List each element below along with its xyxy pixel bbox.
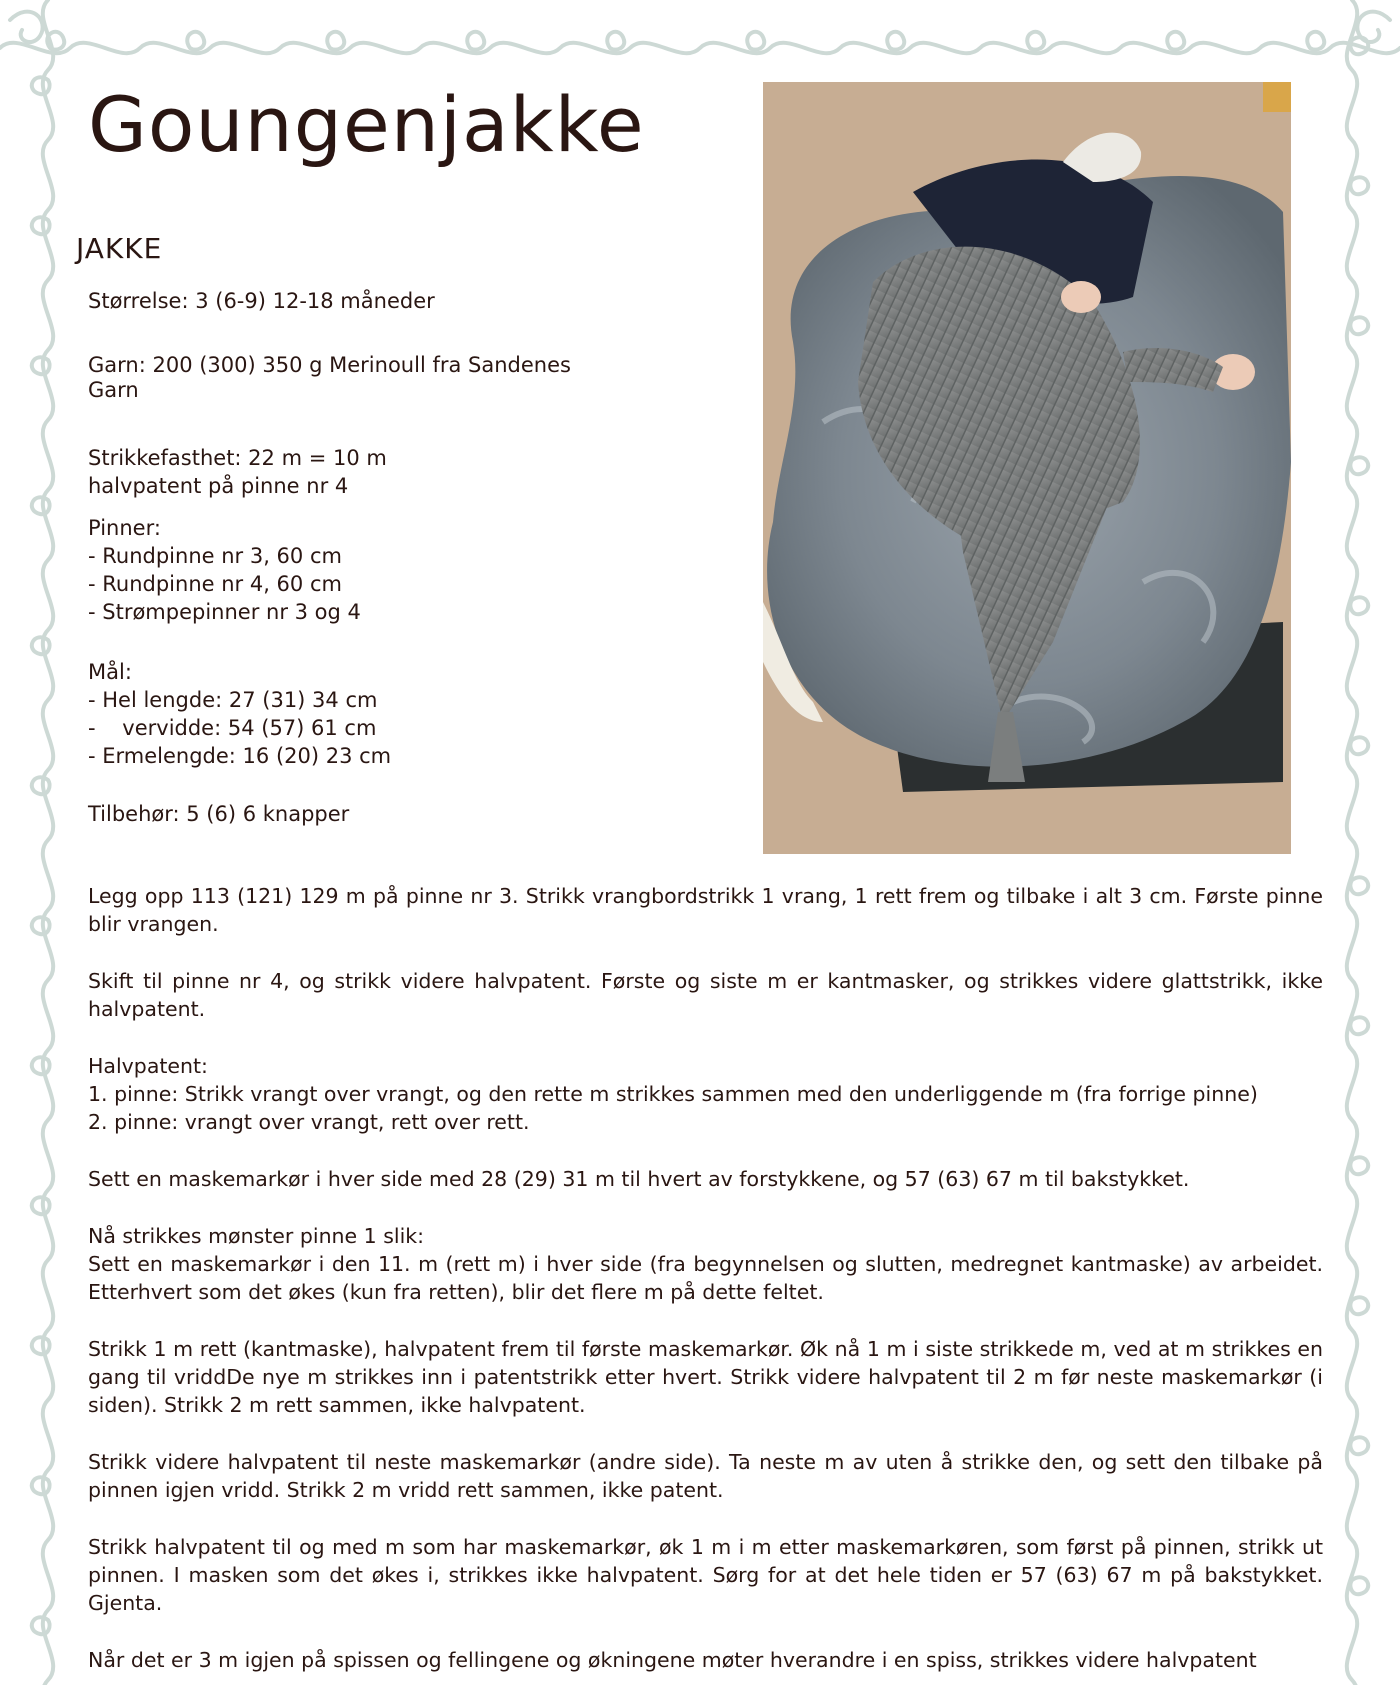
paragraph: Sett en maskemarkør i hver side med 28 (29) 31 m til hvert av forstykkene, og 57 (63) 67 m til bakstykket. (88, 1167, 1190, 1191)
spec-measurements: Mål: - Hel lengde: 27 (31) 34 cm - vervidde: 54 (57) 61 cm - Ermelengde: 16 (20) 23 cm (88, 658, 648, 770)
spec-needles: Pinner: - Rundpinne nr 3, 60 cm - Rundpinne nr 4, 60 cm - Strømpepinner nr 3 og 4 (88, 514, 648, 626)
paragraph: 2. pinne: vrangt over vrangt, rett over rett. (88, 1110, 530, 1134)
spec-size: Størrelse: 3 (6-9) 12-18 måneder (88, 289, 435, 313)
section-heading: JAKKE (76, 232, 163, 265)
paragraph: Skift til pinne nr 4, og strikk videre halvpatent. Første og siste m er kantmasker, og strikkes videre glattstrikk, ikke halvpatent. (88, 969, 1323, 1021)
instructions (88, 882, 1323, 1703)
paragraph: 1. pinne: Strikk vrangt over vrangt, og den rette m strikkes sammen med den underliggende m (fra forrige pinne) (88, 1082, 1258, 1106)
needle-item: - Rundpinne nr 3, 60 cm (88, 544, 342, 568)
paragraph: Strikk 1 m rett (kantmaske), halvpatent frem til første maskemarkør. Øk nå 1 m i siste strikkede m, ved at m strikkes en gang til vriddDe nye m strikkes inn i patentstrikk etter hvert. Strikk videre halvpatent til 2 m før neste maskemarkør (i siden). Strikk 2 m rett sammen, ikke halvpatent. (88, 1337, 1323, 1417)
needle-item: - Strømpepinner nr 3 og 4 (88, 600, 361, 624)
paragraph-label: Halvpatent: (88, 1054, 208, 1078)
paragraph-label: Nå strikkes mønster pinne 1 slik: (88, 1224, 425, 1248)
measurement-item: - vervidde: 54 (57) 61 cm (88, 716, 377, 740)
spec-gauge: Strikkefasthet: 22 m = 10 m halvpatent på pinne nr 4 (88, 446, 387, 498)
measurement-item: - Ermelengde: 16 (20) 23 cm (88, 744, 392, 768)
spec-accessories: Tilbehør: 5 (6) 6 knapper (88, 802, 350, 826)
paragraph: Sett en maskemarkør i den 11. m (rett m) i hver side (fra begynnelsen og slutten, medregnet kantmaske) av arbeidet. Etterhvert som det økes (kun fra retten), blir det flere m på dette feltet. (88, 1252, 1323, 1304)
paragraph: Strikk halvpatent til og med m som har maskemarkør, øk 1 m i m etter maskemarkøren, som først på pinnen, strikk ut pinnen. I masken som det økes i, strikkes ikke halvpatent. Sørg for at det hele tiden er 57 (63) 67 m på bakstykket. Gjenta. (88, 1535, 1323, 1615)
paragraph: Legg opp 113 (121) 129 m på pinne nr 3. Strikk vrangbordstrikk 1 vrang, 1 rett frem og tilbake i alt 3 cm. Første pinne blir vrangen. (88, 884, 1323, 936)
spec-yarn: Garn: 200 (300) 350 g Merinoull fra Sandenes Garn (88, 353, 571, 402)
paragraph: Når det er 3 m igjen på spissen og fellingene og økningene møter hverandre i en spiss, strikkes videre halvpatent (88, 1648, 1257, 1672)
photo-illustration (763, 82, 1291, 854)
paragraph: Strikk videre halvpatent til neste maskemarkør (andre side). Ta neste m av uten å strikke den, og sett den tilbake på pinnen igjen vridd. Strikk 2 m vridd rett sammen, ikke patent. (88, 1450, 1323, 1502)
needle-item: - Rundpinne nr 4, 60 cm (88, 572, 342, 596)
baby-jacket-photo (763, 82, 1291, 854)
measurement-item: - Hel lengde: 27 (31) 34 cm (88, 688, 378, 712)
page-title: Goungenjakke (88, 80, 645, 169)
